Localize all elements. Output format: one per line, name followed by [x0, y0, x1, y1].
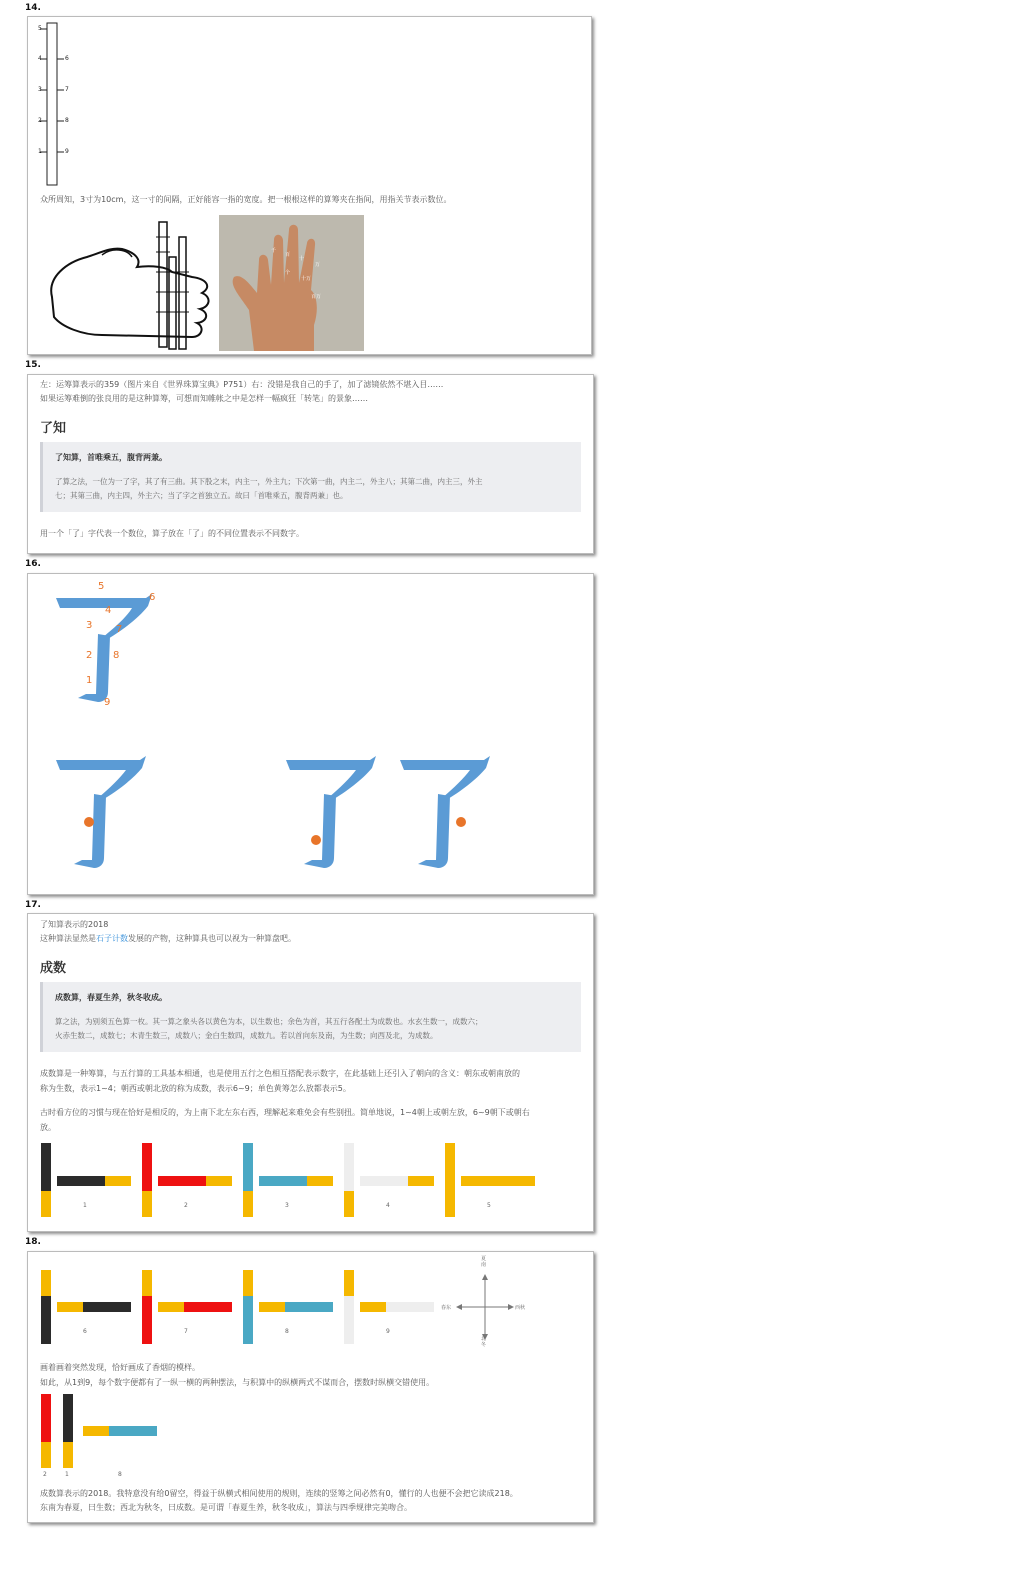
liao-glyph-diagram [28, 574, 593, 894]
compass-north: 夏南 [481, 1256, 487, 1268]
rod-label: 8 [118, 1471, 122, 1478]
panel15-footer: 用一个「了」字代表一个数位，算子放在「了」的不同位置表示不同数字。 [40, 529, 304, 538]
panel-17 [27, 913, 594, 1232]
panel-14 [27, 16, 592, 355]
section-number-14: 14. [25, 3, 41, 13]
rod-label: 8 [285, 1328, 289, 1335]
glyph-pos-label: 4 [105, 605, 112, 616]
glyph-pos-label: 6 [149, 592, 156, 603]
compass-east: 春东 [441, 1305, 452, 1311]
rod-label: 1 [83, 1202, 87, 1209]
ruler-label-9: 9 [65, 148, 69, 155]
panel18-footer2: 东南为春夏，曰生数；西北为秋冬，曰成数。是可谓「春夏生养，秋冬收成」，算法与四季规律完美吻合。 [40, 1503, 412, 1512]
heading-liaozhi: 了知 [40, 421, 67, 436]
rod-label: 9 [386, 1328, 390, 1335]
rod-label: 3 [285, 1202, 289, 1209]
hand-sketch-illustration [42, 217, 217, 352]
rod-label: 1 [65, 1471, 69, 1478]
glyph-pos-label: 8 [113, 650, 120, 661]
ruler-label-8: 8 [65, 117, 69, 124]
panel15-line1: 左：运筹算表示的359（图片来自《世界珠算宝典》P751）右：没错是我自己的手了，加了滤镜依然不堪入目…… [40, 380, 444, 389]
quote-line-2: 火赤生数二，成数七；木青生数三，成数八；金白生数四，成数九。若以首向东及南，为生数；向西及北，为成数。 [55, 1031, 438, 1040]
section-number-18: 18. [25, 1237, 41, 1247]
palm-label-5: 万 [315, 262, 321, 268]
ruler-diagram [34, 21, 114, 191]
palm-label-7: 百万 [311, 294, 322, 300]
rod-label: 7 [184, 1328, 188, 1335]
panel-18 [27, 1251, 594, 1523]
palm-label-6: 十万 [301, 276, 312, 282]
para2-line1: 古时看方位的习惯与现在恰好是相反的，为上南下北左东右西，理解起来难免会有些别扭。简单地说，1~4朝上或朝左放，6~9朝下或朝右 [40, 1108, 530, 1117]
panel-16 [27, 573, 594, 895]
glyph-pos-label: 1 [86, 675, 93, 686]
rod-label: 4 [386, 1202, 390, 1209]
panel15-line2: 如果运筹难倒的张良用的是这种算筹，可想而知帷帐之中是怎样一幅疯狂「转笔」的景象…… [40, 394, 368, 403]
quote-title: 了知算，首唯乘五，腹背两兼。 [55, 453, 167, 462]
section-number-15: 15. [25, 360, 41, 370]
palm-label-3: 十 [299, 256, 305, 262]
ruler-label-1: 1 [38, 148, 42, 155]
ruler-label-5: 5 [38, 25, 42, 32]
rod-label: 2 [184, 1202, 188, 1209]
panel17-line1: 了知算表示的2018 [40, 920, 109, 929]
rod-label: 2 [43, 1471, 47, 1478]
quote-line-2: 七；其第三曲，内主四，外主六；当了字之首独立五。故曰「首唯乘五，腹背两兼」也。 [55, 491, 348, 500]
quote-line-1: 了算之法，一位为一了字，其了有三曲。其下股之末，内主一，外主九；下次第一曲，内主二，外主八；其第二曲，内主三，外主 [55, 477, 483, 486]
ruler-label-7: 7 [65, 86, 69, 93]
rod-label: 5 [487, 1202, 491, 1209]
quote-line-1: 算之法，为别须五色算一枚。其一算之象头各以黄色为本，以生数也；余色为首，其五行各配土为成数也。水玄生数一，成数六； [55, 1017, 483, 1026]
heading-chengshu: 成数 [40, 961, 67, 976]
caption-14: 众所周知，3寸为10cm，这一寸的间隔，正好能容一指的宽度。把一根根这样的算筹夹在指间，用指关节表示数位。 [40, 195, 452, 204]
glyph-pos-label: 9 [104, 697, 111, 708]
ruler-label-4: 4 [38, 55, 42, 62]
glyph-pos-label: 5 [98, 581, 105, 592]
ruler-label-2: 2 [38, 117, 42, 124]
ruler-label-3: 3 [38, 86, 42, 93]
palm-label-2: 百 [285, 252, 291, 258]
glyph-pos-label: 3 [86, 620, 93, 631]
para2-line2: 放。 [40, 1123, 56, 1132]
rod-label: 6 [83, 1328, 87, 1335]
palm-label-4: 个 [285, 270, 291, 276]
ruler-label-6: 6 [65, 55, 69, 62]
glyph-pos-label: 7 [116, 624, 123, 635]
quote-chengshu [40, 982, 581, 1052]
palm-photo [219, 215, 364, 351]
section-number-16: 16. [25, 559, 41, 569]
glyph-pos-label: 2 [86, 650, 93, 661]
section-number-17: 17. [25, 900, 41, 910]
para1-line2: 称为生数，表示1~4；朝西或朝北放的称为成数，表示6~9；单色黄筹怎么放都表示5。 [40, 1084, 351, 1093]
compass-south: 北冬 [481, 1336, 487, 1348]
panel-15 [27, 374, 594, 554]
para1-line1: 成数算是一种筹算，与五行算的工具基本相通，也是使用五行之色相互搭配表示数字，在此基础上还引入了朝向的含义：朝东或朝南放的 [40, 1069, 520, 1078]
panel17-line2: 这种算法显然是石子计数发展的产物，这种算具也可以视为一种算盘吧。 [40, 934, 296, 943]
quote-title: 成数算，春夏生养，秋冬收成。 [55, 993, 167, 1002]
stone-counting-link[interactable]: 石子计数 [96, 934, 128, 943]
panel18-line2: 如此，从1到9，每个数字便都有了一纵一横的两种摆法，与积算中的纵横两式不谋而合，摆数时纵横交错使用。 [40, 1378, 435, 1387]
compass-west: 西秋 [515, 1305, 526, 1311]
panel18-footer1: 成数算表示的2018。我特意没有给0留空，得益于纵横式相间使用的规则，连续的竖筹之间必然有0，懂行的人也便不会把它读成218。 [40, 1489, 518, 1498]
panel18-line1: 画着画着突然发现，恰好画成了香烟的模样。 [40, 1363, 200, 1372]
quote-liaozhi [40, 442, 581, 512]
palm-label-1: 千 [271, 248, 277, 254]
